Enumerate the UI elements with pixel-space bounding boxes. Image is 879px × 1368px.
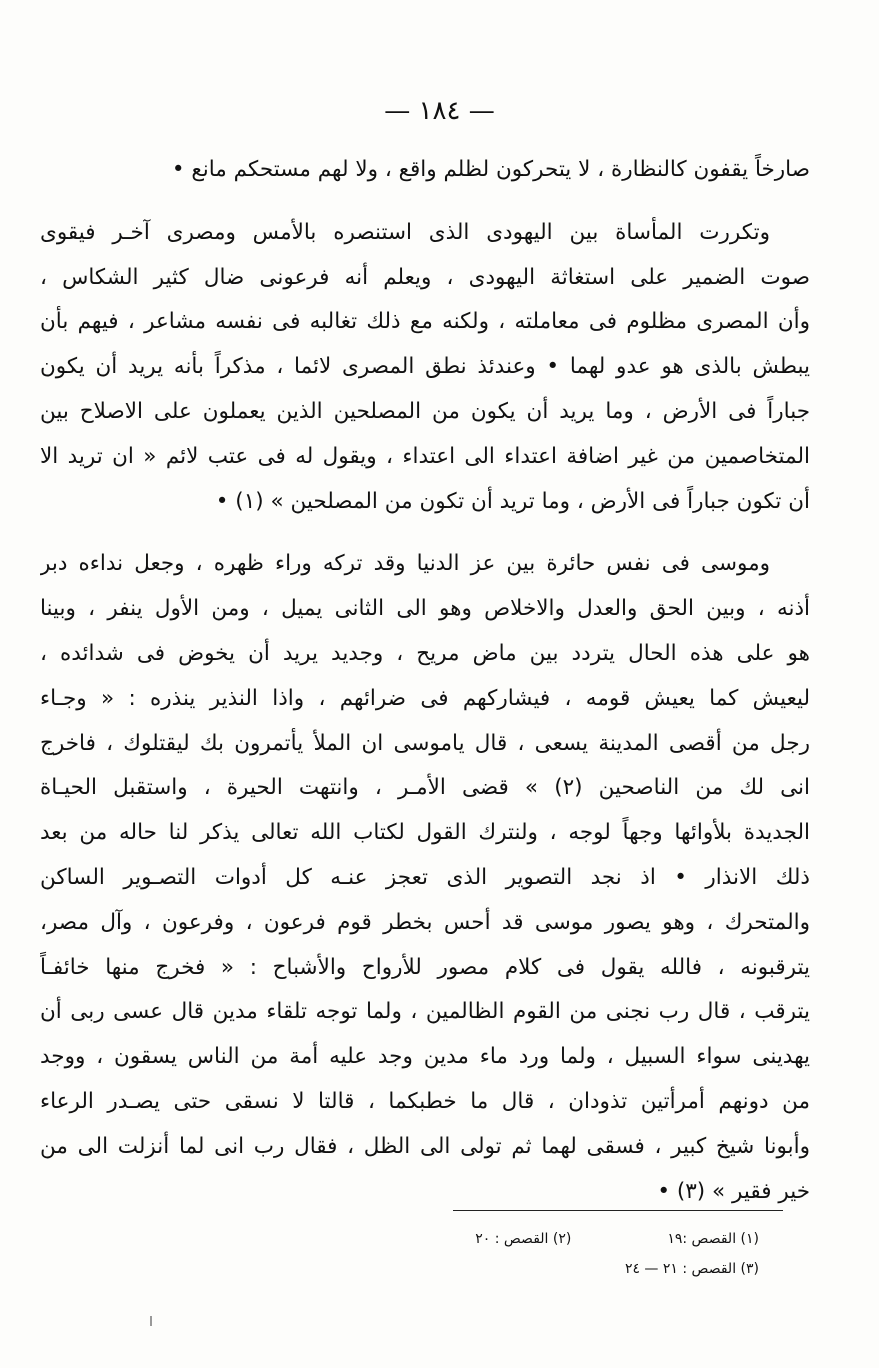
- text-line: رجل من أقصى المدينة يسعى ، قال ياموسى ان الملأ يأتمرون بك ليقتلوك ، فاخرج: [40, 730, 810, 756]
- footnote-row: [299, 1254, 759, 1284]
- text-line: صوت الضمير على استغاثة اليهودى ، ويعلم أنه فرعونى ضال كثير الشكاس ،: [40, 264, 810, 290]
- text-line: يهدينى سواء السبيل ، ولما ورد ماء مدين وجد عليه أمة من الناس يسقون ، ووجد: [40, 1044, 810, 1070]
- footnote-1: (١) القصص :١٩: [667, 1231, 759, 1247]
- text-line: انى لك من الناصحين (٢) » قضى الأمـر ، وانتهت الحيرة ، واستقبل الحيـاة: [40, 775, 810, 801]
- text-line: أذنه ، وبين الحق والعدل والاخلاص وهو الى الثانى يميل ، ومن الأول ينفر ، وبينا: [40, 596, 810, 622]
- text-line: يبطش بالذى هو عدو لهما • وعندئذ نطق المصرى لائما ، مذكراً بأنه يريد أن يكون: [40, 354, 810, 380]
- text-line: أن تكون جباراً فى الأرض ، وما تريد أن تكون من المصلحين » (١) •: [215, 488, 810, 514]
- footnote-row: [299, 1224, 759, 1254]
- text-line: وتكررت المأساة بين اليهودى الذى استنصره بالأمس ومصرى آخـر فيقوى: [40, 219, 770, 245]
- text-line: المتخاصمين من غير اضافة اعتداء الى اعتداء ، ويقول له فى عتب لائم « ان تريد الا: [40, 443, 810, 469]
- text-line: يترقب ، قال رب نجنى من القوم الظالمين ، ولما توجه تلقاء مدين قال عسى ربى أن: [40, 999, 810, 1025]
- text-line: وأن المصرى مظلوم فى معاملته ، ولكنه مع ذلك تغالبه فى نفسه مشاعر ، فيهم بأن: [40, 309, 810, 335]
- body-text: [40, 148, 810, 1214]
- footnote-3: (٣) القصص : ٢١ — ٢٤: [624, 1261, 759, 1277]
- scan-mark: [150, 1316, 152, 1326]
- text-line: وأبونا شيخ كبير ، فسقى لهما ثم تولى الى الظل ، فقال رب انى لما أنزلت الى من: [40, 1133, 810, 1159]
- text-line: من دونهم أمرأتين تذودان ، قال ما خطبكما ، قالتا لا نسقى حتى يصـدر الرعاء: [40, 1088, 810, 1114]
- footnote-2: (٢) القصص : ٢٠: [475, 1231, 572, 1247]
- paragraph-gap: [40, 193, 810, 211]
- paragraph-gap: [40, 524, 810, 542]
- text-line: يترقبونه ، فالله يقول فى كلام مصور للأرواح والأشباح : « فخرج منها خائفـاً: [40, 954, 810, 980]
- text-line: الجديدة بلأوائها وجهاً لوجه ، ولنترك القول لكتاب الله تعالى يذكر لنا حاله من بعد: [40, 820, 810, 846]
- footnote-divider: [453, 1210, 783, 1211]
- text-line: ذلك الانذار • اذ نجد التصوير الذى تعجز عنـه كل أدوات التصـوير الساكن: [40, 864, 810, 890]
- footnotes: [299, 1224, 759, 1284]
- text-line: جباراً فى الأرض ، وما يريد أن يكون من المصلحين الذين يعملون على الاصلاح بين: [40, 398, 810, 424]
- text-line: وموسى فى نفس حائرة بين عز الدنيا وقد تركه وراء ظهره ، وجعل نداءه دبر: [40, 551, 770, 577]
- text-line: هو على هذه الحال يتردد بين ماض مريح ، وجديد يريد أن يخوض فى شدائده ،: [40, 640, 810, 666]
- text-line: ليعيش كما يعيش قومه ، فيشاركهم فى ضرائهم ، واذا النذير ينذره : « وجـاء: [40, 685, 810, 711]
- text-line: صارخاً يقفون كالنظارة ، لا يتحركون لظلم واقع ، ولا لهم مستحكم مانع •: [171, 157, 810, 182]
- page-number: — ١٨٤ —: [384, 96, 495, 126]
- text-line: والمتحرك ، وهو يصور موسى قد أحس بخطر قوم فرعون ، وفرعون ، وآل مصر،: [40, 909, 810, 935]
- text-line: خير فقير » (٣) •: [657, 1178, 810, 1204]
